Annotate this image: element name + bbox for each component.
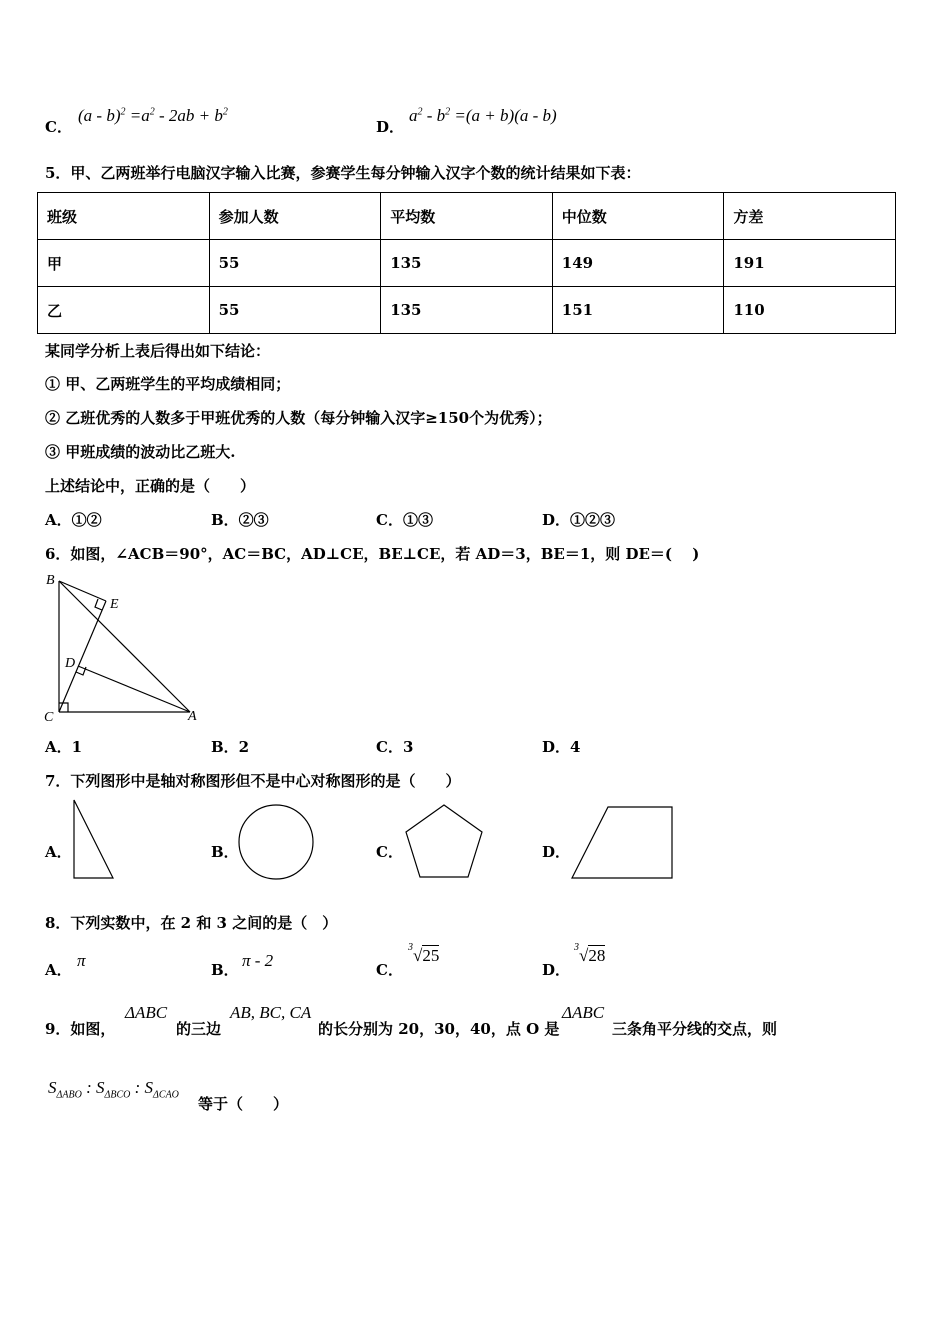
q6-option-c[interactable]: C．3	[376, 738, 414, 756]
figure-label-a: A	[188, 709, 197, 724]
q6-option-b[interactable]: B．2	[211, 738, 250, 756]
trapezoid-icon	[568, 803, 678, 883]
q5-stem: 5．甲、乙两班举行电脑汉字输入比赛，参赛学生每分钟输入汉字个数的统计结果如下表：	[45, 164, 641, 182]
q7-stem: 7．下列图形中是轴对称图形但不是中心对称图形的是（ ）	[45, 772, 461, 790]
q9-text-bisectors: 三条角平分线的交点，则	[612, 1020, 778, 1038]
q8-option-d-cube-root: $^3$√28	[574, 942, 606, 965]
q8-stem: 8．下列实数中，在 2 和 3 之间的是（ ）	[45, 914, 338, 932]
q4-option-c-formula: $(a - b)^2 =a^2 - 2ab + b^2$	[78, 106, 228, 125]
table-cell: 151	[552, 287, 724, 334]
table-cell: 149	[552, 240, 724, 287]
q4-option-d-formula: $a^2 - b^2 =(a + b)(a - b)$	[409, 106, 557, 125]
q9-text-lengths: 的长分别为 20，30，40，点 O 是	[318, 1020, 560, 1038]
figure-label-e: E	[110, 597, 119, 612]
q8-option-a-label[interactable]: A．	[45, 961, 72, 979]
q5-option-b[interactable]: B．②③	[211, 511, 269, 529]
table-header-cell: 参加人数	[209, 193, 381, 240]
q4-option-d-label: D．	[376, 118, 405, 136]
figure-label-d: D	[65, 656, 76, 671]
q9-prefix: 9．如图，	[45, 1020, 116, 1038]
q8-option-b-value: π - 2	[242, 951, 274, 970]
table-cell: 55	[209, 287, 381, 334]
right-triangle-icon	[70, 796, 118, 882]
q6-option-a[interactable]: A．1	[45, 738, 83, 756]
table-header-cell: 班级	[38, 193, 210, 240]
q5-option-a[interactable]: A．①②	[45, 511, 102, 529]
q8-option-a-value: π	[77, 951, 86, 970]
table-row	[38, 240, 896, 287]
q8-option-d-label[interactable]: D．	[542, 961, 571, 979]
table-cell: 135	[381, 287, 553, 334]
q4-option-c-label: C．	[45, 118, 72, 136]
q5-option-c[interactable]: C．①③	[376, 511, 433, 529]
table-cell: 135	[381, 240, 553, 287]
q9-text-sides: 的三边	[176, 1020, 222, 1038]
q6-option-d[interactable]: D．4	[542, 738, 581, 756]
q5-question: 上述结论中，正确的是（ ）	[45, 477, 256, 495]
table-cell: 191	[724, 240, 896, 287]
q5-conclusion-3: ③ 甲班成绩的波动比乙班大.	[45, 443, 236, 461]
q7-option-c[interactable]: C．	[376, 843, 403, 861]
table-row	[38, 287, 896, 334]
table-header-row	[38, 193, 896, 240]
q8-option-c-cube-root: $^3$√25	[408, 942, 440, 965]
table-cell: 甲	[38, 240, 210, 287]
q9-sides: AB, BC, CA	[230, 1003, 312, 1022]
q8-option-c-label[interactable]: C．	[376, 961, 403, 979]
q5-stats-table	[37, 192, 896, 334]
table-cell: 110	[724, 287, 896, 334]
q9-triangle-abc: ΔABC	[125, 1003, 168, 1022]
table-cell: 乙	[38, 287, 210, 334]
q6-triangle-figure	[36, 568, 216, 728]
table-header-cell: 中位数	[552, 193, 724, 240]
q7-option-a[interactable]: A．	[45, 843, 72, 861]
q6-stem: 6．如图，∠ACB＝90°，AC＝BC，AD⊥CE，BE⊥CE，若 AD＝3，BE＝1，则 DE＝( )	[45, 545, 700, 563]
figure-label-c: C	[44, 710, 54, 725]
q8-option-b-label[interactable]: B．	[211, 961, 239, 979]
q7-option-d[interactable]: D．	[542, 843, 571, 861]
q7-option-b[interactable]: B．	[211, 843, 239, 861]
q9-tail: 等于（ ）	[198, 1095, 289, 1113]
q5-intro: 某同学分析上表后得出如下结论：	[45, 342, 271, 360]
q5-option-d[interactable]: D．①②③	[542, 511, 616, 529]
table-cell: 55	[209, 240, 381, 287]
q9-triangle-abc-2: ΔABC	[562, 1003, 605, 1022]
q5-conclusion-2: ② 乙班优秀的人数多于甲班优秀的人数（每分钟输入汉字≥150个为优秀）；	[45, 409, 552, 427]
figure-label-b: B	[46, 573, 55, 588]
q9-area-ratio: $S_{\Delta ABO}$ : $S_{\Delta BCO}$ : $S_{\Delta CAO}$	[48, 1078, 179, 1101]
q5-conclusion-1: ① 甲、乙两班学生的平均成绩相同；	[45, 375, 291, 393]
table-header-cell: 方差	[724, 193, 896, 240]
circle-icon	[236, 802, 316, 882]
table-header-cell: 平均数	[381, 193, 553, 240]
pentagon-icon	[402, 802, 486, 882]
